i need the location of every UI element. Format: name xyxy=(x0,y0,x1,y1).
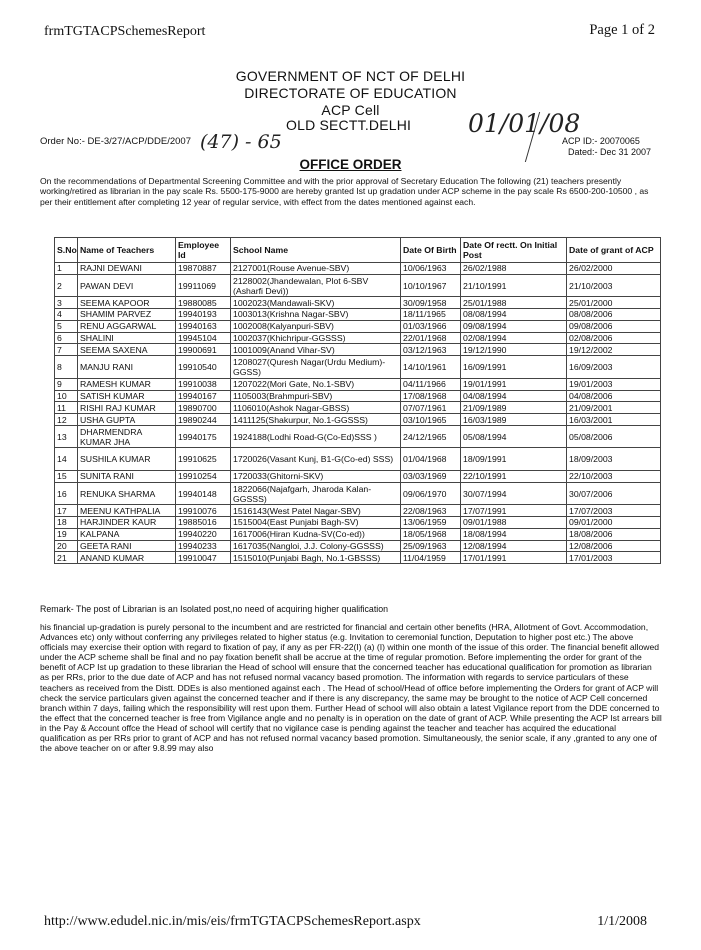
recruitment-date-cell: 16/03/1989 xyxy=(461,414,567,426)
dob-cell: 25/09/1963 xyxy=(401,540,461,552)
teacher-name-cell: GEETA RANI xyxy=(78,540,176,552)
table-row xyxy=(55,332,661,344)
employee-id-cell: 19910625 xyxy=(176,448,231,471)
table-row xyxy=(55,297,661,309)
acp-date-cell: 04/08/2006 xyxy=(567,390,661,402)
acp-date-cell: 09/01/2000 xyxy=(567,517,661,529)
dob-cell: 03/03/1969 xyxy=(401,470,461,482)
sno-cell: 4 xyxy=(55,309,78,321)
letterhead-directorate: DIRECTORATE OF EDUCATION xyxy=(244,85,457,101)
footer-date: 1/1/2008 xyxy=(597,914,647,929)
remark: Remark- The post of Librarian is an Isolated post,no need of acquiring higher qualification xyxy=(40,604,389,614)
teacher-name-cell: RENUKA SHARMA xyxy=(78,482,176,505)
school-name-cell: 1411125(Shakurpur, No.1-GGSSS) xyxy=(231,414,401,426)
recruitment-date-cell: 02/08/1994 xyxy=(461,332,567,344)
recruitment-date-cell: 19/12/1990 xyxy=(461,344,567,356)
sno-cell: 3 xyxy=(55,297,78,309)
school-name-cell: 1106010(Ashok Nagar-GBSS) xyxy=(231,402,401,414)
sno-cell: 11 xyxy=(55,402,78,414)
sno-cell: 1 xyxy=(55,263,78,275)
table-row xyxy=(55,414,661,426)
recruitment-date-cell: 09/01/1988 xyxy=(461,517,567,529)
teacher-name-cell: SUNITA RANI xyxy=(78,470,176,482)
recruitment-date-cell: 21/10/1991 xyxy=(461,274,567,297)
acp-date-cell: 16/09/2003 xyxy=(567,356,661,379)
teachers-table-body xyxy=(55,263,661,564)
order-number: Order No:- DE-3/27/ACP/DDE/2007 xyxy=(40,136,192,147)
school-name-cell: 1105003(Brahmpuri-SBV) xyxy=(231,390,401,402)
school-name-cell: 2127001(Rouse Avenue-SBV) xyxy=(231,263,401,275)
school-name-cell: 1003013(Krishna Nagar-SBV) xyxy=(231,309,401,321)
acp-date-cell: 21/09/2001 xyxy=(567,402,661,414)
employee-id-cell: 19885016 xyxy=(176,517,231,529)
dob-cell: 22/08/1963 xyxy=(401,505,461,517)
sno-cell: 16 xyxy=(55,482,78,505)
acp-date-cell: 18/09/2003 xyxy=(567,448,661,471)
table-row xyxy=(55,528,661,540)
dob-cell: 24/12/1965 xyxy=(401,425,461,448)
sno-cell: 7 xyxy=(55,344,78,356)
sno-cell: 5 xyxy=(55,320,78,332)
teacher-name-cell: MANJU RANI xyxy=(78,356,176,379)
employee-id-cell: 19910038 xyxy=(176,378,231,390)
employee-id-cell: 19890244 xyxy=(176,414,231,426)
acp-date-cell: 30/07/2006 xyxy=(567,482,661,505)
col-header-acp-date: Date of grant of ACP xyxy=(567,238,661,263)
dob-cell: 10/10/1967 xyxy=(401,274,461,297)
sno-cell: 12 xyxy=(55,414,78,426)
letterhead-government: GOVERNMENT OF NCT OF DELHI xyxy=(235,68,466,84)
acp-date-cell: 19/01/2003 xyxy=(567,378,661,390)
table-header-row xyxy=(55,238,661,263)
conditions-paragraph: his financial up-gradation is purely personal to the incumbent and are restricted for financial and certain other benefits (HRA, Allotment of Govt. Accommodation, Advances etc) only without conferring any privileges related to higher status (e.g. Invitation to ceremonial function, Deputation to higher post etc.) The above officials may exercise their option with regard to fixation of pay, if any as per FR-22(I) (a) (I) within one month of the issue of this order. The financial benefit allowed under the ACP scheme shall be final and no pay fixation benefit shall be accrue at the time of regular promotion. Before implementing the order for grant of the benefit of ACP Ist up gradation to these librarian the Head of school will ensure that the concerned teacher has educational qualification for promotion as librarian as per RRs, prior to the due date of ACP and has not refused normal vacancy based promotion. The information with regards to service particulars of these teachers as received from the Distt. DDEs is also mentioned against each . The Head of school/Head of office before implementing the Orders for grant of ACP will check the service particulars given against the concerned teacher and if there is any discrepancy, the same may be brought to the notice of ACP Cell concerned branch within 7 days, failing which the responsibility will rest upon them. Further Head of school will also obtain a latest Vigilance report from the DDE concerned to the effect that the concerned teacher is free from Vigilance angle and no penalty is in operation on the date of grant of ACP. While presenting the ACP Ist arrears bill in the Pay & Account offce the Head of school will certify that no vigilance case is pending against the teacher and teacher has acquired the educational qualification as per RRs prior to grant of ACP and has not refused normal vacancy based promotion. Simultaneously, the senior scale, if any ,granted to any one of the above teacher on or after 9.8.99 may also xyxy=(40,622,662,754)
school-name-cell: 1002008(Kalyanpuri-SBV) xyxy=(231,320,401,332)
school-name-cell: 1002023(Mandawali-SKV) xyxy=(231,297,401,309)
col-header-dob: Date Of Birth xyxy=(401,238,461,263)
teacher-name-cell: SEEMA SAXENA xyxy=(78,344,176,356)
employee-id-cell: 19940175 xyxy=(176,425,231,448)
table-row xyxy=(55,540,661,552)
table-row xyxy=(55,378,661,390)
employee-id-cell: 19910540 xyxy=(176,356,231,379)
table-row xyxy=(55,390,661,402)
dob-cell: 04/11/1966 xyxy=(401,378,461,390)
dob-cell: 03/10/1965 xyxy=(401,414,461,426)
acp-date-cell: 12/08/2006 xyxy=(567,540,661,552)
recruitment-date-cell: 12/08/1994 xyxy=(461,540,567,552)
teacher-name-cell: SEEMA KAPOOR xyxy=(78,297,176,309)
teacher-name-cell: MEENU KATHPALIA xyxy=(78,505,176,517)
dob-cell: 22/01/1968 xyxy=(401,332,461,344)
teacher-name-cell: RENU AGGARWAL xyxy=(78,320,176,332)
sno-cell: 9 xyxy=(55,378,78,390)
acp-date-cell: 18/08/2006 xyxy=(567,528,661,540)
sno-cell: 15 xyxy=(55,470,78,482)
acp-date-cell: 22/10/2003 xyxy=(567,470,661,482)
school-name-cell: 1720026(Vasant Kunj, B1-G(Co-ed) SSS) xyxy=(231,448,401,471)
teacher-name-cell: PAWAN DEVI xyxy=(78,274,176,297)
recruitment-date-cell: 18/09/1991 xyxy=(461,448,567,471)
dob-cell: 13/06/1959 xyxy=(401,517,461,529)
page-number: Page 1 of 2 xyxy=(589,22,655,38)
acp-date-cell: 17/07/2003 xyxy=(567,505,661,517)
employee-id-cell: 19940167 xyxy=(176,390,231,402)
acp-date-cell: 02/08/2006 xyxy=(567,332,661,344)
sno-cell: 21 xyxy=(55,552,78,564)
recruitment-date-cell: 05/08/1994 xyxy=(461,425,567,448)
school-name-cell: 1617006(Hiran Kudna-SV(Co-ed)) xyxy=(231,528,401,540)
acp-date-cell: 19/12/2002 xyxy=(567,344,661,356)
employee-id-cell: 19890700 xyxy=(176,402,231,414)
teacher-name-cell: SHALINI xyxy=(78,332,176,344)
handwritten-dispatch-number: (47) - 65 xyxy=(200,131,282,153)
acp-date-cell: 21/10/2003 xyxy=(567,274,661,297)
employee-id-cell: 19910076 xyxy=(176,505,231,517)
dob-cell: 01/03/1966 xyxy=(401,320,461,332)
employee-id-cell: 19870887 xyxy=(176,263,231,275)
footer-url: http://www.edudel.nic.in/mis/eis/frmTGTACPSchemesReport.aspx xyxy=(44,914,421,929)
col-header-recruitment-date: Date Of rectt. On Initial Post xyxy=(461,238,567,263)
letterhead-acp-cell: ACP Cell xyxy=(321,102,380,118)
recruitment-date-cell: 09/08/1994 xyxy=(461,320,567,332)
employee-id-cell: 19945104 xyxy=(176,332,231,344)
dob-cell: 07/07/1961 xyxy=(401,402,461,414)
teacher-name-cell: USHA GUPTA xyxy=(78,414,176,426)
table-row xyxy=(55,320,661,332)
table-row xyxy=(55,517,661,529)
dob-cell: 10/06/1963 xyxy=(401,263,461,275)
teacher-name-cell: HARJINDER KAUR xyxy=(78,517,176,529)
employee-id-cell: 19940220 xyxy=(176,528,231,540)
table-row xyxy=(55,356,661,379)
col-header-name: Name of Teachers xyxy=(78,238,176,263)
teacher-name-cell: SATISH KUMAR xyxy=(78,390,176,402)
teachers-table xyxy=(54,237,661,564)
acp-date-cell: 09/08/2006 xyxy=(567,320,661,332)
school-name-cell: 1208027(Quresh Nagar(Urdu Medium)-GGSS) xyxy=(231,356,401,379)
sno-cell: 2 xyxy=(55,274,78,297)
sno-cell: 8 xyxy=(55,356,78,379)
teacher-name-cell: RAJNI DEWANI xyxy=(78,263,176,275)
dob-cell: 09/06/1970 xyxy=(401,482,461,505)
teacher-name-cell: KALPANA xyxy=(78,528,176,540)
recruitment-date-cell: 04/08/1994 xyxy=(461,390,567,402)
col-header-school: School Name xyxy=(231,238,401,263)
employee-id-cell: 19940193 xyxy=(176,309,231,321)
handwritten-date: 01/01/08 xyxy=(468,109,581,138)
table-row xyxy=(55,263,661,275)
school-name-cell: 1822066(Najafgarh, Jharoda Kalan-GGSSS) xyxy=(231,482,401,505)
sno-cell: 13 xyxy=(55,425,78,448)
acp-date-cell: 25/01/2000 xyxy=(567,297,661,309)
dob-cell: 17/08/1968 xyxy=(401,390,461,402)
sno-cell: 18 xyxy=(55,517,78,529)
acp-date-cell: 08/08/2006 xyxy=(567,309,661,321)
print-header-title: frmTGTACPSchemesReport xyxy=(44,24,206,39)
sno-cell: 10 xyxy=(55,390,78,402)
letterhead-old-secretariat: OLD SECTT.DELHI xyxy=(286,117,412,133)
employee-id-cell: 19940163 xyxy=(176,320,231,332)
table-row xyxy=(55,402,661,414)
school-name-cell: 1720033(Ghitorni-SKV) xyxy=(231,470,401,482)
sno-cell: 6 xyxy=(55,332,78,344)
dob-cell: 18/05/1968 xyxy=(401,528,461,540)
col-header-sno: S.No xyxy=(55,238,78,263)
dob-cell: 01/04/1968 xyxy=(401,448,461,471)
dob-cell: 14/10/1961 xyxy=(401,356,461,379)
school-name-cell: 2128002(Jhandewalan, Plot 6-SBV (Asharfi Devi)) xyxy=(231,274,401,297)
school-name-cell: 1002037(Khichripur-GGSSS) xyxy=(231,332,401,344)
dob-cell: 18/11/1965 xyxy=(401,309,461,321)
table-row xyxy=(55,274,661,297)
order-date: Dated:- Dec 31 2007 xyxy=(568,147,652,157)
acp-date-cell: 05/08/2006 xyxy=(567,425,661,448)
sno-cell: 20 xyxy=(55,540,78,552)
recruitment-date-cell: 25/01/1988 xyxy=(461,297,567,309)
recruitment-date-cell: 26/02/1988 xyxy=(461,263,567,275)
teacher-name-cell: RAMESH KUMAR xyxy=(78,378,176,390)
employee-id-cell: 19911069 xyxy=(176,274,231,297)
dob-cell: 11/04/1959 xyxy=(401,552,461,564)
acp-id: ACP ID:- 20070065 xyxy=(562,136,640,146)
school-name-cell: 1617035(Nangloi, J.J. Colony-GGSSS) xyxy=(231,540,401,552)
table-row xyxy=(55,552,661,564)
table-row xyxy=(55,448,661,471)
table-row xyxy=(55,470,661,482)
school-name-cell: 1924188(Lodhi Road-G(Co-Ed)SSS ) xyxy=(231,425,401,448)
acp-date-cell: 17/01/2003 xyxy=(567,552,661,564)
school-name-cell: 1207022(Mori Gate, No.1-SBV) xyxy=(231,378,401,390)
teacher-name-cell: DHARMENDRA KUMAR JHA xyxy=(78,425,176,448)
col-header-employee-id: Employee Id xyxy=(176,238,231,263)
recruitment-date-cell: 17/07/1991 xyxy=(461,505,567,517)
table-row xyxy=(55,344,661,356)
recruitment-date-cell: 21/09/1989 xyxy=(461,402,567,414)
recruitment-date-cell: 08/08/1994 xyxy=(461,309,567,321)
employee-id-cell: 19880085 xyxy=(176,297,231,309)
recruitment-date-cell: 19/01/1991 xyxy=(461,378,567,390)
recruitment-date-cell: 16/09/1991 xyxy=(461,356,567,379)
table-row xyxy=(55,425,661,448)
recruitment-date-cell: 18/08/1994 xyxy=(461,528,567,540)
teacher-name-cell: ANAND KUMAR xyxy=(78,552,176,564)
intro-paragraph: On the recommendations of Departmental Screening Committee and with the prior approval of Secretary Education The following (21) teachers presently working/retired as librarian in the pay scale Rs. 5500-175-9000 are hereby granted Ist up gradation under ACP scheme in the pay scale Rs 6500-200-10500 , as per their entitlement after completing 12 year of regular service, with effect from the dates mentioned against each. xyxy=(40,176,649,207)
school-name-cell: 1001009(Anand Vihar-SV) xyxy=(231,344,401,356)
recruitment-date-cell: 22/10/1991 xyxy=(461,470,567,482)
school-name-cell: 1515010(Punjabi Bagh, No.1-GBSSS) xyxy=(231,552,401,564)
school-name-cell: 1516143(West Patel Nagar-SBV) xyxy=(231,505,401,517)
employee-id-cell: 19910254 xyxy=(176,470,231,482)
sno-cell: 14 xyxy=(55,448,78,471)
teacher-name-cell: SHAMIM PARVEZ xyxy=(78,309,176,321)
dob-cell: 03/12/1963 xyxy=(401,344,461,356)
employee-id-cell: 19940148 xyxy=(176,482,231,505)
teacher-name-cell: SUSHILA KUMAR xyxy=(78,448,176,471)
teacher-name-cell: RISHI RAJ KUMAR xyxy=(78,402,176,414)
employee-id-cell: 19940233 xyxy=(176,540,231,552)
office-order-heading: OFFICE ORDER xyxy=(299,157,402,172)
recruitment-date-cell: 30/07/1994 xyxy=(461,482,567,505)
dob-cell: 30/09/1958 xyxy=(401,297,461,309)
school-name-cell: 1515004(East Punjabi Bagh-SV) xyxy=(231,517,401,529)
recruitment-date-cell: 17/01/1991 xyxy=(461,552,567,564)
acp-date-cell: 26/02/2000 xyxy=(567,263,661,275)
sno-cell: 17 xyxy=(55,505,78,517)
sno-cell: 19 xyxy=(55,528,78,540)
employee-id-cell: 19910047 xyxy=(176,552,231,564)
table-row xyxy=(55,505,661,517)
table-row xyxy=(55,309,661,321)
acp-date-cell: 16/03/2001 xyxy=(567,414,661,426)
table-row xyxy=(55,482,661,505)
employee-id-cell: 19900691 xyxy=(176,344,231,356)
